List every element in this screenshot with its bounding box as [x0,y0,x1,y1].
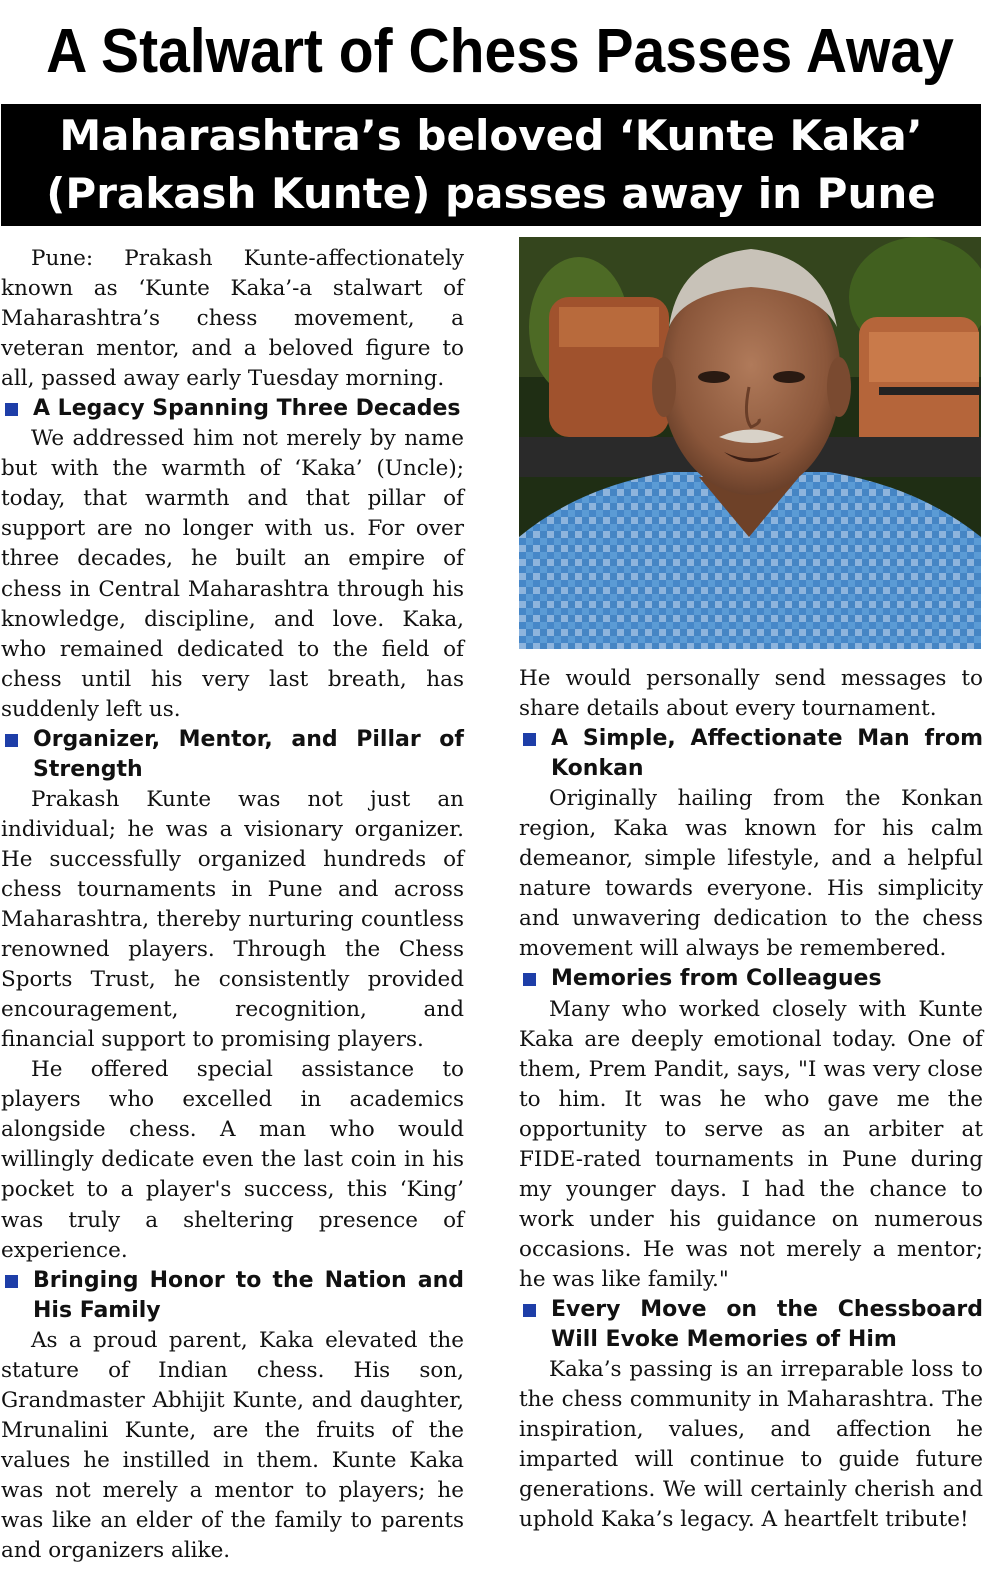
bullet-square-icon [5,734,18,747]
honor-paragraph: As a proud parent, Kaka elevated the stature of Indian chess. His son, Grandmaster Abhijit Kunte, and daughter, Mrunalini Kunte, are the fruits of the values he instilled in them. Kunte Kaka was not merely a mentor to players; he was like an elder of the family to parents and organizers alike. [1,1327,464,1564]
section-heading-memories [519,964,983,994]
subheadline-line-2: (Prakash Kunte) passes away in Pune [46,169,936,218]
bullet-square-icon [5,403,18,416]
bullet-square-icon [523,1304,536,1317]
section-heading-text: Memories from Colleagues [551,966,882,992]
section-heading-text: Every Move on the Chessboard Will Evoke Memories of Him [551,1296,983,1353]
continued-paragraph: He would personally send messages to share details about every tournament. [519,666,983,722]
section-heading-text: Bringing Honor to the Nation and His Family [33,1267,464,1323]
section-heading-text: Organizer, Mentor, and Pillar of Strength [33,726,464,782]
tribute-paragraph: Kaka’s passing is an irreparable loss to the chess community in Maharashtra. The inspiration, values, and affection he imparted will continue to guide future generations. We will certainly cherish and uphold Kaka’s legacy. A heartfelt tribute! [519,1357,983,1533]
section-heading-konkan [519,724,983,784]
memories-paragraph: Many who worked closely with Kunte Kaka are deeply emotional today. One of them, Prem Pandit, says, "I was very close to him. It was he who gave me the opportunity to serve as an arbiter at FIDE-rated tournaments in Pune during my younger days. I had the chance to work under his guidance on numerous occasions. He was not merely a mentor; he was like family." [519,996,983,1292]
subheadline-banner [1,104,981,226]
organizer-paragraph-1: Prakash Kunte was not just an individual; he was a visionary organizer. He successfully organized hundreds of chess tournaments in Pune and across Maharashtra, thereby nurturing countless renowned players. Through the Chess Sports Trust, he consistently provided encouragement, recognition, and financial support to promising players. [1,786,464,1053]
organizer-paragraph-2: He offered special assistance to players who excelled in academics alongside chess. A man who would willingly dedicate even the last coin in his pocket to a player's success, this ‘King’ was truly a sheltering presence of experience. [1,1057,464,1263]
intro-paragraph: Pune: Prakash Kunte-affectionately known as ‘Kunte Kaka’-a stalwart of Maharashtra’s chess movement, a veteran mentor, and a beloved figure to all, passed away early Tuesday morning. [1,246,464,392]
subheadline-line-1: Maharashtra’s beloved ‘Kunte Kaka’ [59,111,923,160]
section-heading-organizer [1,725,464,785]
headline: A Stalwart of Chess Passes Away [46,17,954,86]
section-heading-chessboard [519,1295,983,1355]
bullet-square-icon [523,733,536,746]
left-column [1,244,464,1566]
section-heading-text: A Legacy Spanning Three Decades [33,396,461,422]
konkan-paragraph: Originally hailing from the Konkan region, Kaka was known for his calm demeanor, simple lifestyle, and a helpful nature towards everyone. His simplicity and unwavering dedication to the chess movement will always be remembered. [519,786,983,962]
section-heading-honor [1,1266,464,1326]
portrait-photo [519,237,981,649]
bullet-square-icon [523,973,536,986]
right-column [519,664,983,1535]
legacy-paragraph: We addressed him not merely by name but with the warmth of ‘Kaka’ (Uncle); today, that warmth and that pillar of support are no longer with us. For over three decades, he built an empire of chess in Central Maharashtra through his knowledge, discipline, and love. Kaka, who remained dedicated to the field of chess until his very last breath, has suddenly left us. [1,426,464,722]
section-heading-text: A Simple, Affectionate Man from Konkan [551,726,983,782]
bullet-square-icon [5,1275,18,1288]
section-heading-legacy [1,394,464,424]
